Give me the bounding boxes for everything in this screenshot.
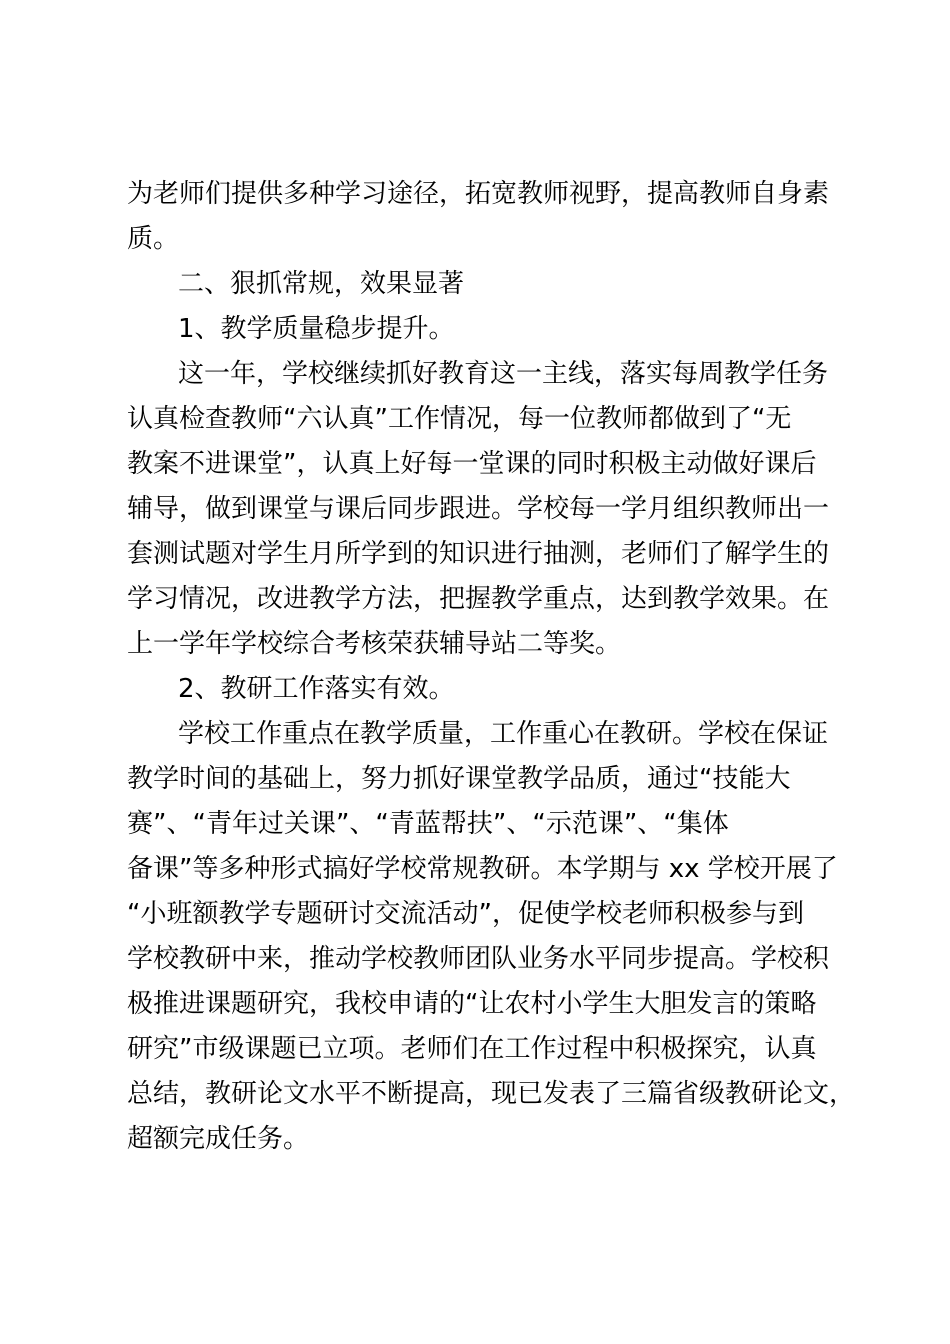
section-heading: 二、狠抓常规，效果显著 — [178, 269, 465, 299]
paragraph-line: 这一年，学校继续抓好教育这一主线，落实每周教学任务 — [178, 359, 829, 389]
paragraph-line: 为老师们提供多种学习途径，拓宽教师视野，提高教师自身素 — [127, 179, 830, 209]
paragraph-line: 认真检查教师“六认真”工作情况，每一位教师都做到了“无 — [127, 404, 792, 434]
paragraph-line: 学校工作重点在教学质量，工作重心在教研。学校在保证 — [178, 719, 829, 749]
paragraph-line: 赛”、“青年过关课”、“青蓝帮扶”、“示范课”、“集体 — [127, 809, 729, 839]
subsection-heading: 2、教研工作落实有效。 — [178, 674, 455, 704]
paragraph-line: 总结，教研论文水平不断提高，现已发表了三篇省级教研论文， — [127, 1079, 856, 1109]
paragraph-line: 极推进课题研究，我校申请的“让农村小学生大胆发言的策略 — [127, 989, 817, 1019]
paragraph-line: 学校教研中来，推动学校教师团队业务水平同步提高。学校积 — [127, 944, 830, 974]
paragraph-line: 上一学年学校综合考核荣获辅导站二等奖。 — [127, 629, 622, 659]
paragraph-line: 备课”等多种形式搞好学校常规教研。本学期与 xx 学校开展了 — [127, 854, 838, 884]
paragraph-line: 质。 — [127, 224, 180, 254]
paragraph-line: 教学时间的基础上，努力抓好课堂教学品质，通过“技能大 — [127, 764, 791, 794]
paragraph-line: 教案不进课堂”，认真上好每一堂课的同时积极主动做好课后 — [127, 449, 817, 479]
paragraph-line: “小班额教学专题研讨交流活动”，促使学校老师积极参与到 — [127, 899, 804, 929]
paragraph-line: 研究”市级课题已立项。老师们在工作过程中积极探究，认真 — [127, 1034, 817, 1064]
subsection-heading: 1、教学质量稳步提升。 — [178, 314, 455, 344]
paragraph-line: 套测试题对学生月所学到的知识进行抽测，老师们了解学生的 — [127, 539, 830, 569]
paragraph-line: 超额完成任务。 — [127, 1124, 310, 1154]
paragraph-line: 辅导，做到课堂与课后同步跟进。学校每一学月组织教师出一 — [127, 494, 830, 524]
paragraph-line: 学习情况，改进教学方法，把握教学重点，达到教学效果。在 — [127, 584, 830, 614]
